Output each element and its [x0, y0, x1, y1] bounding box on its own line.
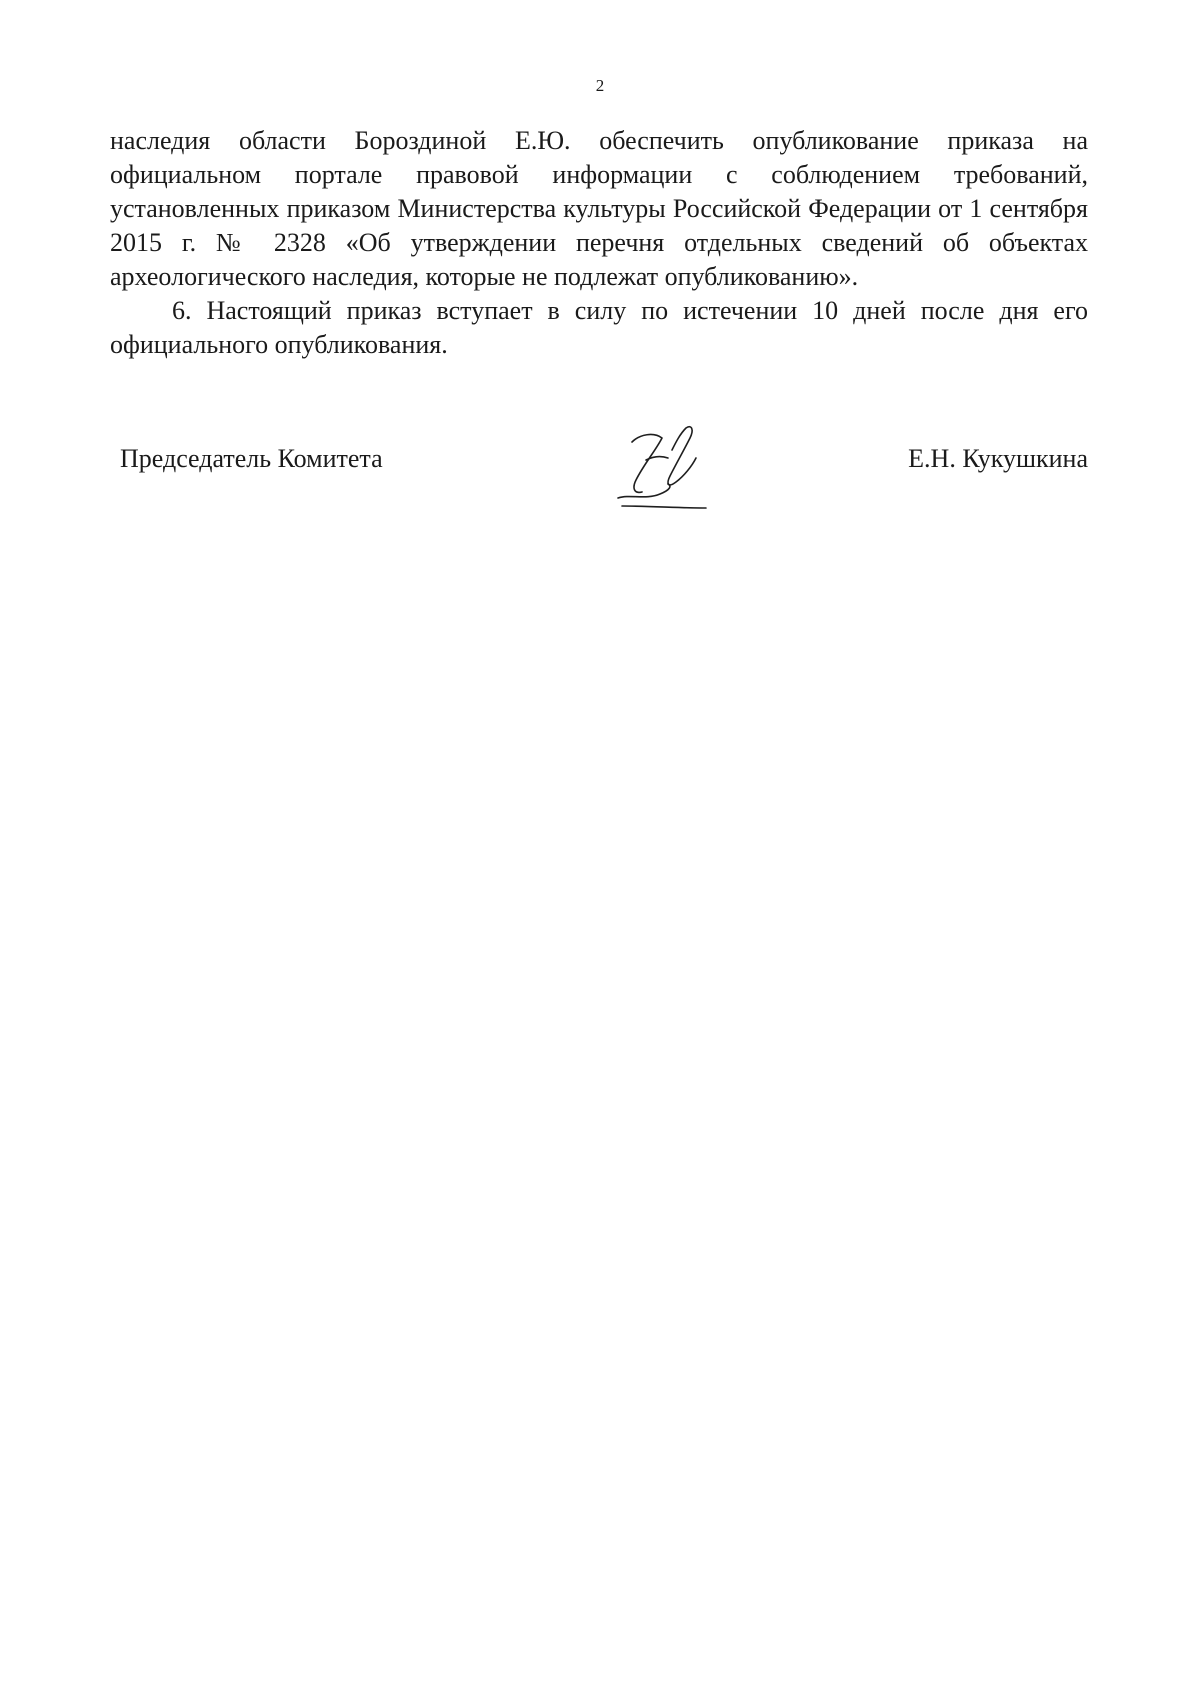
signer-title: Председатель Комитета	[120, 444, 383, 473]
paragraph-item-6: 6. Настоящий приказ вступает в силу по истечении 10 дней после дня его официального опубликования.	[110, 296, 1088, 359]
signer-name: Е.Н. Кукушкина	[908, 444, 1088, 473]
handwritten-signature-icon	[610, 420, 730, 516]
paragraph-continuation: наследия области Бороздиной Е.Ю. обеспечить опубликование приказа на официальном портале правовой информации с соблюдением требований, установленных приказом Министерства культуры Российской Федерации от 1 сентября 2015 г. № 2328 «Об утверждении перечня отдельных сведений об объектах археологического наследия, которые не подлежат опубликованию».	[110, 126, 1088, 291]
document-body	[110, 124, 1088, 362]
page-number: 2	[595, 76, 605, 95]
signature-block	[0, 420, 1200, 530]
